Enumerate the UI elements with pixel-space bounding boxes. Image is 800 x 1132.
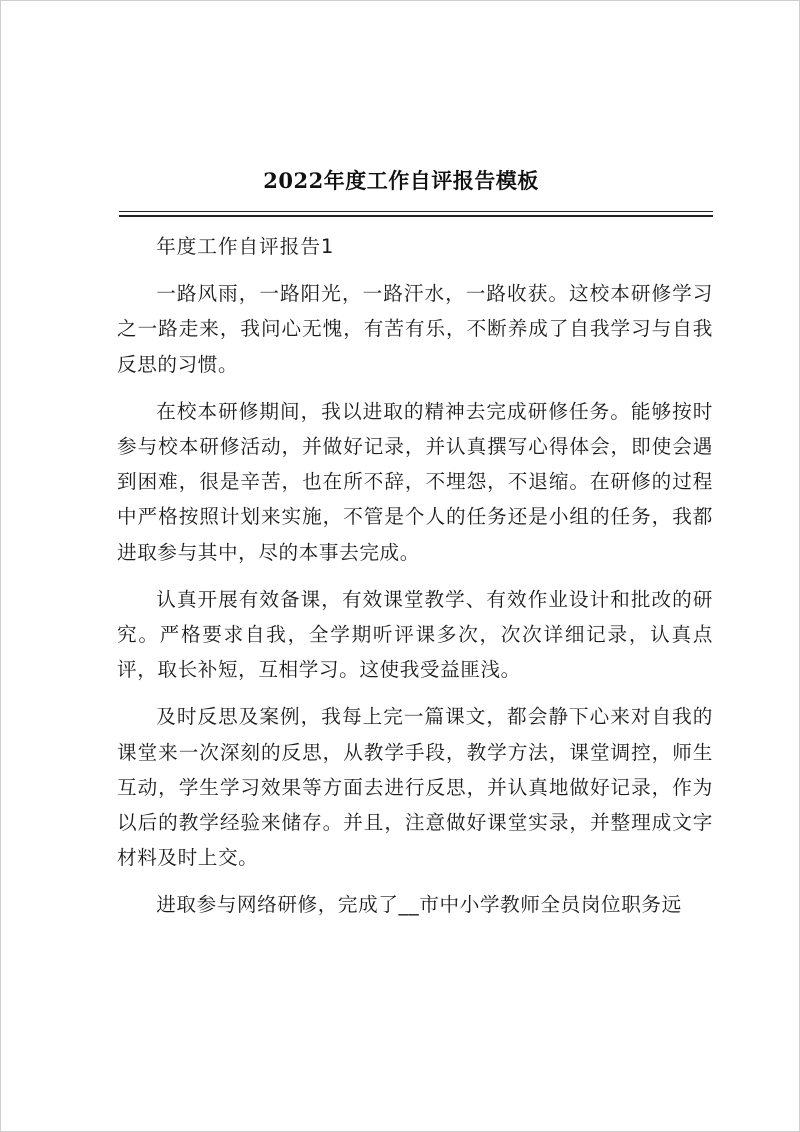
paragraph: 进取参与网络研修，完成了__市中小学教师全员岗位职务远	[156, 893, 682, 917]
title-rule-thick	[119, 215, 713, 217]
document-body	[117, 229, 713, 935]
paragraph: 认真开展有效备课，有效课堂教学、有效作业设计和批改的研究。严格要求自我，全学期听评课多次，次次详细记录，认真点评，取长补短，互相学习。这使我受益匪浅。	[117, 587, 713, 682]
paragraph: 在校本研修期间，我以进取的精神去完成研修任务。能够按时参与校本研修活动，并做好记录，并认真撰写心得体会，即使会遇到困难，很是辛苦，也在所不辞，不埋怨，不退缩。在研修的过程中严格按照计划来实施，不管是个人的任务还是小组的任务，我都进取参与其中，尽的本事去完成。	[117, 399, 713, 564]
title-rule-thin	[119, 211, 713, 212]
section-heading: 年度工作自评报告1	[156, 235, 335, 258]
paragraph: 一路风雨，一路阳光，一路汗水，一路收获。这校本研修学习之一路走来，我问心无愧，有苦有乐，不断养成了自我学习与自我反思的习惯。	[117, 282, 713, 376]
document-title: 2022年度工作自评报告模板	[263, 168, 539, 193]
paragraph: 及时反思及案例，我每上完一篇课文，都会静下心来对自我的课堂来一次深刻的反思，从教学手段，教学方法，课堂调控，师生互动，学生学习效果等方面去进行反思，并认真地做好记录，作为以后的教学经验来储存。并且，注意做好课堂实录，并整理成文字材料及时上交。	[117, 705, 713, 870]
